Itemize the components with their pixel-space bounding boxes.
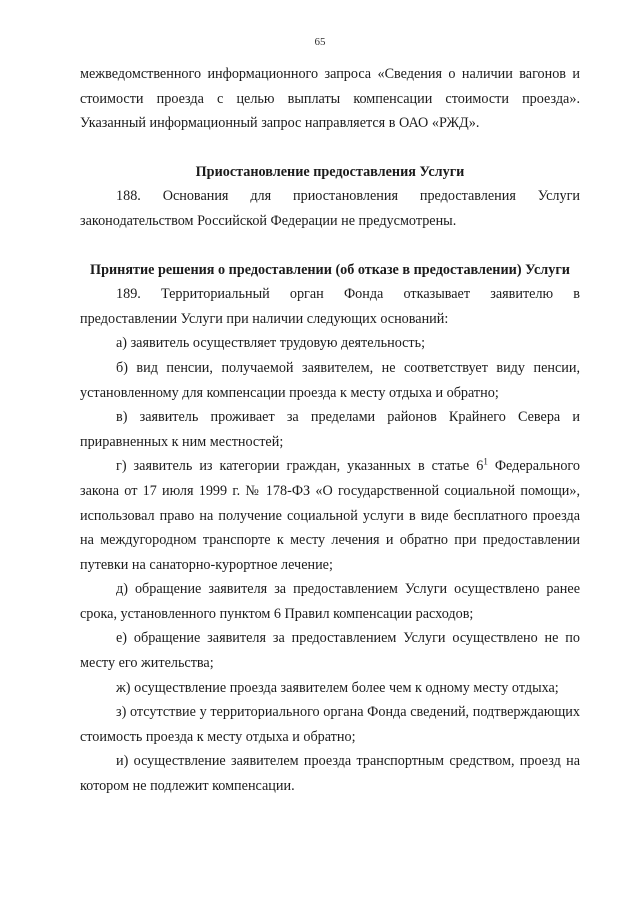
list-item-i: и) осуществление заявителем проезда транспортным средством, проезд на котором не подлежит компенсации. [80,753,580,795]
paragraph-188: 188. Основания для приостановления предоставления Услуги законодательством Российской Федерации не предусмотрены. [80,188,580,229]
paragraph-189: 189. Территориальный орган Фонда отказывает заявителю в предоставлении Услуги при наличии следующих оснований: [80,286,580,327]
list-item-g [80,454,580,577]
list-item-g-rest: Федерального закона от 17 июля 1999 г. № 178-ФЗ «О государственной социальной помощи», использовал право на получение социальной услуги в виде бесплатного проезда на междугородном транспорте к месту лечения и обратно при предоставлении путевки на санаторно-курортное лечение; [80,458,580,573]
intro-paragraph: межведомственного информационного запроса «Сведения о наличии вагонов и стоимости проезда с целью выплаты компенсации стоимости проезда». Указанный информационный запрос направляется в ОАО «РЖД». [80,66,580,132]
superscript-article-number: 1 [483,456,488,467]
list-item-z: з) отсутствие у территориального органа Фонда сведений, подтверждающих стоимость проезда к месту отдыха и обратно; [80,704,580,745]
list-item-d: д) обращение заявителя за предоставлением Услуги осуществлено ранее срока, установленного пунктом 6 Правил компенсации расходов; [80,581,580,622]
list-item-zh: ж) осуществление проезда заявителем более чем к одному месту отдыха; [116,679,559,696]
document-body [80,62,580,799]
page-number: 65 [314,36,326,48]
list-item-v: в) заявитель проживает за пределами районов Крайнего Севера и приравненных к ним местностей; [80,409,580,450]
list-item-b: б) вид пенсии, получаемой заявителем, не соответствует виду пенсии, установленному для компенсации проезда к месту отдыха и обратно; [80,359,580,401]
section-heading-decision: Принятие решения о предоставлении (об отказе в предоставлении) Услуги [90,261,570,278]
list-item-a: а) заявитель осуществляет трудовую деятельность; [116,335,426,352]
list-item-e: е) обращение заявителя за предоставлением Услуги осуществлено не по месту его жительства; [80,630,580,672]
list-item-g-start: г) заявитель из категории граждан, указанных в статье 6 [116,458,484,475]
section-heading-suspension: Приостановление предоставления Услуги [195,163,465,180]
